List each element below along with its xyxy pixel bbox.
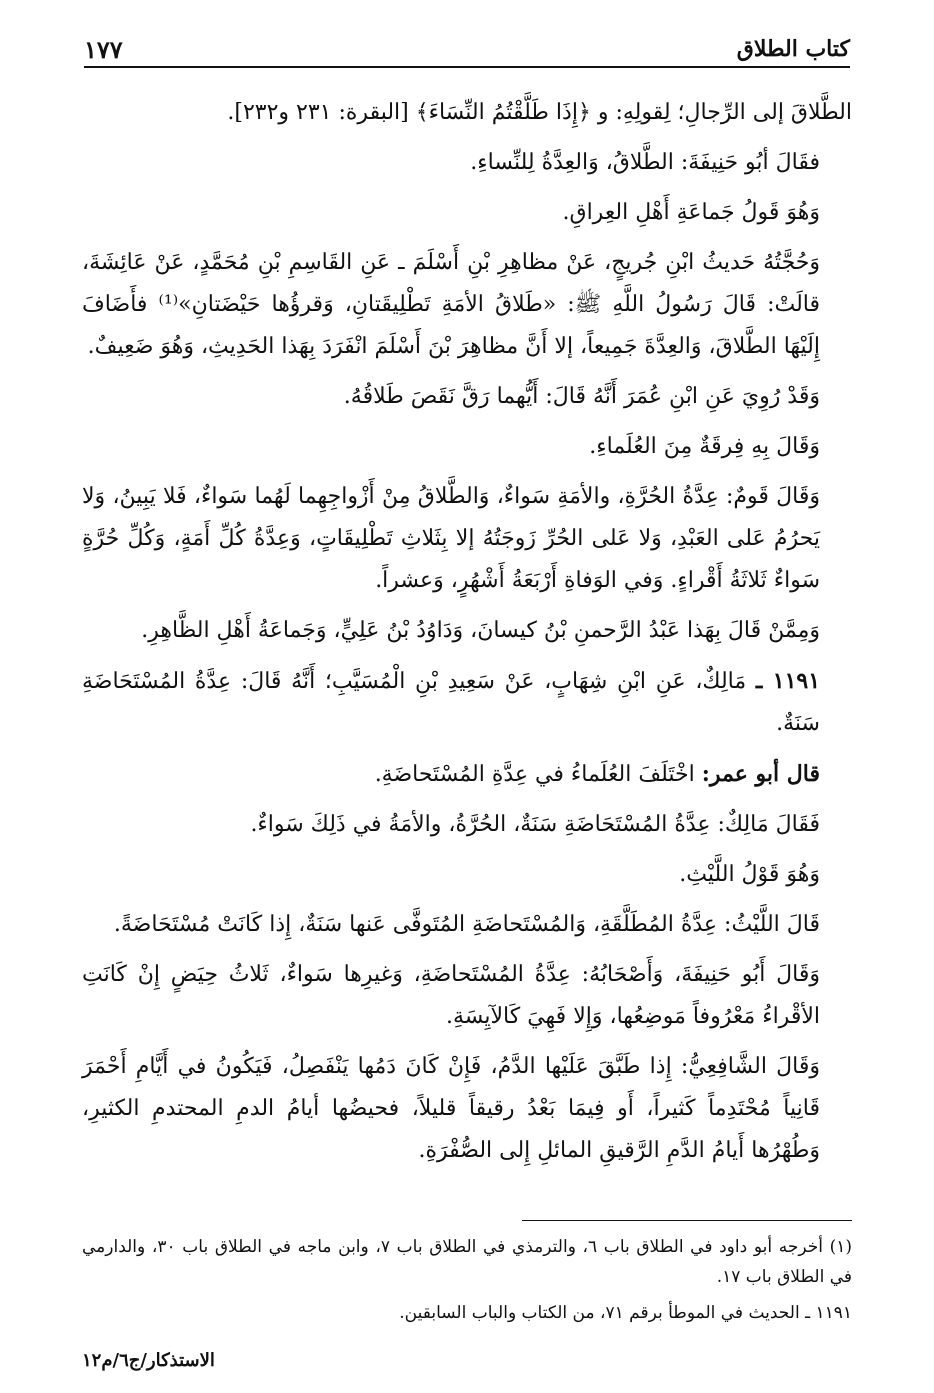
footnotes	[82, 1232, 852, 1334]
footnote: ١١٩١ ـ الحديث في الموطأ برقم ٧١، من الكتاب والباب السابقين.	[399, 1303, 852, 1323]
paragraph: فَقَالَ مَالِكٌ: عِدَّةُ المُسْتَحَاضَةِ سَنَةٌ، الحُرَّةُ، والأمَةُ في ذَلِكَ سَواءٌ.	[250, 812, 820, 837]
hadith-paragraph	[82, 660, 852, 745]
hadith-number: ١١٩١ ـ	[755, 668, 821, 694]
page-header	[84, 22, 850, 68]
paragraph: وَقَالَ بِهِ فِرقَةٌ مِنَ العُلَماءِ.	[589, 434, 820, 459]
footnote: (١) أخرجه أبو داود في الطلاق باب ٦، والترمذي في الطلاق باب ٧، وابن ماجه في الطلاق باب ٣٠، والدارمي في الطلاق باب ١٧.	[82, 1237, 852, 1287]
paragraph: فقَالَ أبُو حَنِيفَةَ: الطَّلاقُ، وَالعِدَّةُ لِلنِّساءِ.	[470, 150, 820, 175]
main-text	[82, 92, 852, 1180]
paragraph: وَقَالَ أَبُو حَنِيفَةَ، وَأَصْحَابُهُ: عِدَّةُ المُسْتَحاضَةِ، وَغيرِها سَواءٌ، ثَلاثُ حِيَضٍ إِنْ كَانَتِ الأقْراءُ مَعْرُوفاً مَوضِعُها، وَإِلا فَهِيَ كَالآيِسَةِ.	[82, 962, 820, 1029]
paragraph: وَمِمَّنْ قَالَ بِهَذا عَبْدُ الرَّحمنِ بْنُ كيسانَ، وَدَاوُدُ بْنُ عَلِيٍّ، وَجَماعَةُ أَهْلِ الظَّاهِرِ.	[141, 618, 820, 643]
paragraph: وَهُوَ قَولُ جَماعَةِ أَهْلِ العِراقِ.	[562, 200, 820, 225]
paragraph: وَقَالَ الشَّافِعِيُّ: إِذا طَبَّقَ عَلَيْها الدَّمُ، فَإِنْ كَانَ دَمُها يَنْفَصِلُ، فَيَكُونُ في أَيَّامِ أَحْمَرَ قَانِياً مُحْتَدِماً كَثيراً، أَو فِيمَا بَعْدُ رقيقاً قليلاً، فحيضُها أيامُ الدمِ المحتدمِ الكثيرِ، وَطُهْرُها أَيامُ الدَّمِ الرَّقيقِ المائلِ إِلى الصُّفْرَةِ.	[82, 1054, 820, 1163]
page-number: ١٧٧	[84, 35, 123, 64]
paragraph: قَالَ اللَّيْثُ: عِدَّةُ المُطَلَّقَةِ، وَالمُسْتَحاضَةِ المُتَوفَّى عَنها سَنَةٌ، إِذا كَانَتْ مُسْتَحَاضَةً.	[113, 912, 820, 937]
printer-signature: الاستذكار/ج٦/م١٢	[82, 1350, 215, 1371]
footnote-divider	[522, 1220, 852, 1221]
paragraph: الطَّلاقَ إلى الرِّجالِ؛ لِقولِهِ: و ﴿إِذَا طَلَّقْتُمُ النِّسَاءَ﴾ [البقرة: ٢٣١ و٢٣٢].	[227, 100, 852, 125]
paragraph: وَحُجَّتُهُ حَديثُ ابْنِ جُريجٍ، عَنْ مظاهِرِ بْنِ أَسْلَمَ ـ عَنِ القَاسِمِ بْنِ مُحَمَّدٍ، عَنْ عَائِشَةَ، قالَتْ: قَالَ رَسُولُ اللَّهِ ﷺ: «طَلاقُ الأمَةِ تَطْلِيقَتانِ، وَقرؤُها حَيْضَتانِ»⁽¹⁾ فأَضَافَ إِلَيْهَا الطَّلاقَ، وَالعِدَّةَ جَمِيعاً، إلا أَنَّ مظاهِرَ بْنَ أَسْلَمَ انْفَرَدَ بِهَذا الحَدِيثِ، وَهُوَ ضَعِيفٌ.	[82, 250, 821, 359]
book-title: كتاب الطلاق	[736, 36, 850, 62]
hadith-text: مَالِكٌ، عَنِ ابْنِ شِهَابٍ، عَنْ سَعِيدِ بْنِ الْمُسَيَّبِ؛ أَنَّهُ قَالَ: عِدَّةُ المُسْتَحَاضَةِ سَنَةٌ.	[82, 669, 820, 736]
paragraph: وَقَالَ قَومٌ: عِدَّةُ الحُرَّةِ، والأمَةِ سَواءٌ، وَالطَّلاقُ مِنْ أَزْواجِهِما لَهُما سَواءٌ، فَلا يَبِينُ، وَلا يَحرُمُ عَلى العَبْدِ، وَلا عَلى الحُرِّ زَوجَتُهُ إلا بِثَلاثِ تَطْلِيقَاتٍ، وَعِدَّةُ كُلِّ أَمَةٍ، وَكُلِّ حُرَّةٍ سَواءٌ ثَلاثَةُ أَقْراءٍ. وَفي الوَفاةِ أَرْبَعَةُ أَشْهُرٍ، وَعشراً.	[82, 484, 820, 593]
paragraph: وَهُوَ قَوْلُ اللَّيْثِ.	[679, 862, 820, 887]
page-footer	[82, 1350, 852, 1371]
commentary-text: اخْتَلَفَ العُلَماءُ في عِدَّةِ المُسْتَحاضَةِ.	[374, 762, 702, 787]
paragraph: وَقَدْ رُوِيَ عَنِ ابْنِ عُمَرَ أَنَّهُ قَالَ: أَيُّهما رَقَّ نَقَصَ طَلاقُهُ.	[343, 384, 820, 409]
speaker-label: قال أبو عمر:	[701, 761, 820, 787]
commentary-paragraph	[82, 753, 852, 796]
